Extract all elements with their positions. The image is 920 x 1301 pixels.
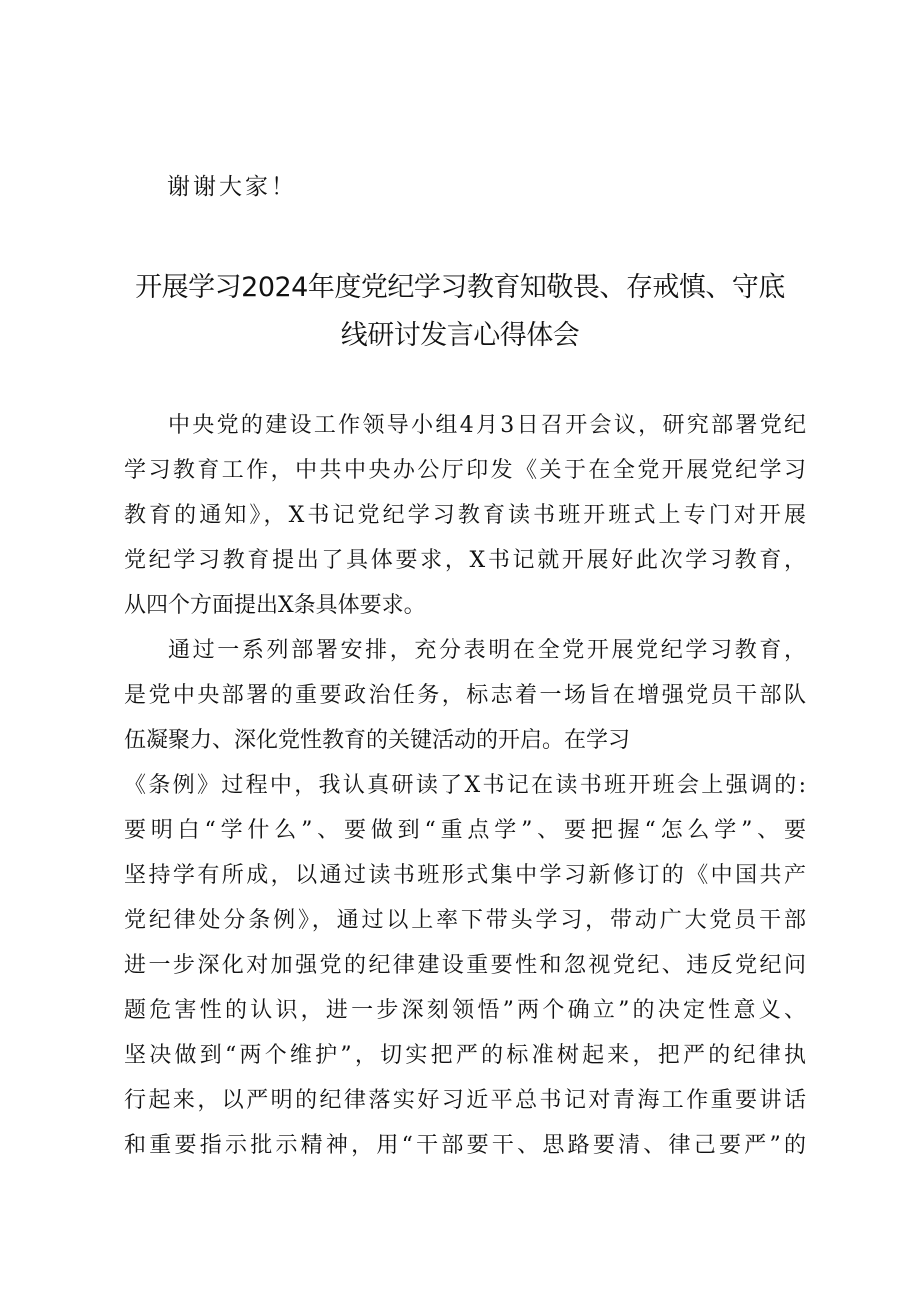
paragraph-line: 中央党的建设工作领导小组4月3日召开会议，研究部署党纪	[168, 413, 806, 438]
document-title-line-1: 开展学习2024年度党纪学习教育知敬畏、存戒慎、守底	[135, 272, 785, 303]
document-title-line-2: 线研讨发言心得体会	[340, 320, 580, 351]
paragraph-line: 从四个方面提出X条具体要求。	[124, 593, 426, 618]
paragraph-line: 《条例》过程中，我认真研读了X书记在读书班开班会上强调的:	[124, 773, 806, 798]
paragraph-line: 教育的通知》，X书记党纪学习教育读书班开班式上专门对开展	[124, 503, 806, 528]
paragraph-line: 党纪律处分条例》，通过以上率下带头学习，带动广大党员干部	[124, 908, 806, 933]
paragraph-line: 是党中央部署的重要政治任务，标志着一场旨在增强党员干部队	[124, 683, 806, 708]
paragraph-line: 伍凝聚力、深化党性教育的关键活动的开启。在学习	[124, 728, 631, 753]
paragraph-line: 通过一系列部署安排，充分表明在全党开展党纪学习教育，	[168, 638, 806, 663]
paragraph-line: 和重要指示批示精神，用“干部要干、思路要清、律己要严”的	[124, 1133, 806, 1158]
paragraph-line: 坚决做到“两个维护”，切实把严的标准树起来，把严的纪律执	[124, 1043, 806, 1068]
paragraph-line: 行起来，以严明的纪律落实好习近平总书记对青海工作重要讲话	[124, 1088, 806, 1113]
paragraph-line: 要明白“学什么”、要做到“重点学”、要把握“怎么学”、要	[124, 818, 806, 843]
closing-remark: 谢谢大家！	[167, 174, 297, 200]
paragraph-line: 进一步深化对加强党的纪律建设重要性和忽视党纪、违反党纪问	[124, 953, 806, 978]
paragraph-line: 学习教育工作，中共中央办公厅印发《关于在全党开展党纪学习	[124, 458, 806, 483]
paragraph-line: 题危害性的认识，进一步深刻领悟”两个确立”的决定性意义、	[124, 998, 806, 1023]
paragraph-line: 党纪学习教育提出了具体要求，X书记就开展好此次学习教育，	[124, 548, 806, 573]
paragraph-line: 坚持学有所成，以通过读书班形式集中学习新修订的《中国共产	[124, 863, 806, 888]
